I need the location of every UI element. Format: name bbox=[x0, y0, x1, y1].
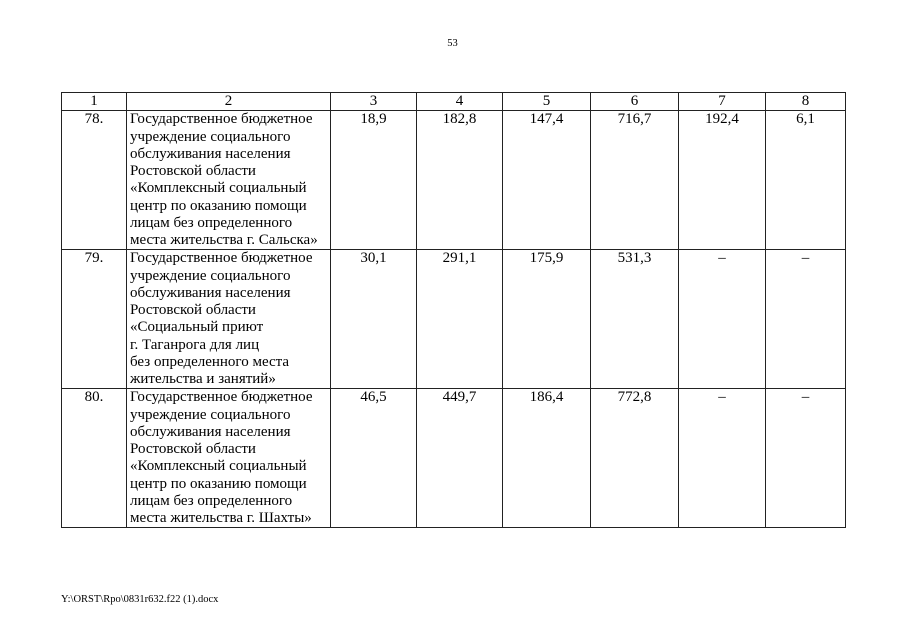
value-cell-col-3: 18,9 bbox=[331, 111, 417, 250]
header-cell-col-2: 2 bbox=[127, 93, 331, 111]
value-cell-col-4: 291,1 bbox=[417, 250, 503, 389]
table-body bbox=[62, 111, 846, 528]
value-cell-col-5: 186,4 bbox=[503, 389, 591, 528]
value-cell-col-5: 175,9 bbox=[503, 250, 591, 389]
table-row bbox=[62, 250, 846, 389]
value-cell-col-5: 147,4 bbox=[503, 111, 591, 250]
value-cell-col-6: 772,8 bbox=[591, 389, 679, 528]
value-cell-col-3: 30,1 bbox=[331, 250, 417, 389]
row-number-cell: 79. bbox=[62, 250, 127, 389]
table-row bbox=[62, 111, 846, 250]
row-number-cell: 80. bbox=[62, 389, 127, 528]
row-number-cell: 78. bbox=[62, 111, 127, 250]
value-cell-col-7: – bbox=[679, 389, 766, 528]
institution-name-cell: Государственное бюджетное учреждение социального обслуживания населения Ростовской области «Комплексный социальный центр по оказанию помощи лицам без определенного места жительства г. Сальска» bbox=[127, 111, 331, 250]
value-cell-col-7: – bbox=[679, 250, 766, 389]
table-row bbox=[62, 389, 846, 528]
table-head bbox=[62, 93, 846, 111]
header-cell-col-8: 8 bbox=[766, 93, 846, 111]
header-cell-col-6: 6 bbox=[591, 93, 679, 111]
header-cell-col-5: 5 bbox=[503, 93, 591, 111]
data-table bbox=[61, 92, 846, 528]
value-cell-col-8: – bbox=[766, 250, 846, 389]
footer-file-path: Y:\ORST\Rpo\0831r632.f22 (1).docx bbox=[61, 594, 219, 605]
header-cell-col-3: 3 bbox=[331, 93, 417, 111]
header-cell-col-1: 1 bbox=[62, 93, 127, 111]
table-header-row bbox=[62, 93, 846, 111]
value-cell-col-4: 449,7 bbox=[417, 389, 503, 528]
value-cell-col-8: – bbox=[766, 389, 846, 528]
page-number: 53 bbox=[447, 38, 458, 49]
institution-name-cell: Государственное бюджетное учреждение социального обслуживания населения Ростовской области «Социальный приют г. Таганрога для лиц без определенного места жительства и занятий» bbox=[127, 250, 331, 389]
header-cell-col-7: 7 bbox=[679, 93, 766, 111]
value-cell-col-8: 6,1 bbox=[766, 111, 846, 250]
value-cell-col-6: 531,3 bbox=[591, 250, 679, 389]
value-cell-col-3: 46,5 bbox=[331, 389, 417, 528]
value-cell-col-4: 182,8 bbox=[417, 111, 503, 250]
header-cell-col-4: 4 bbox=[417, 93, 503, 111]
institution-name-cell: Государственное бюджетное учреждение социального обслуживания населения Ростовской области «Комплексный социальный центр по оказанию помощи лицам без определенного места жительства г. Шахты» bbox=[127, 389, 331, 528]
value-cell-col-7: 192,4 bbox=[679, 111, 766, 250]
value-cell-col-6: 716,7 bbox=[591, 111, 679, 250]
